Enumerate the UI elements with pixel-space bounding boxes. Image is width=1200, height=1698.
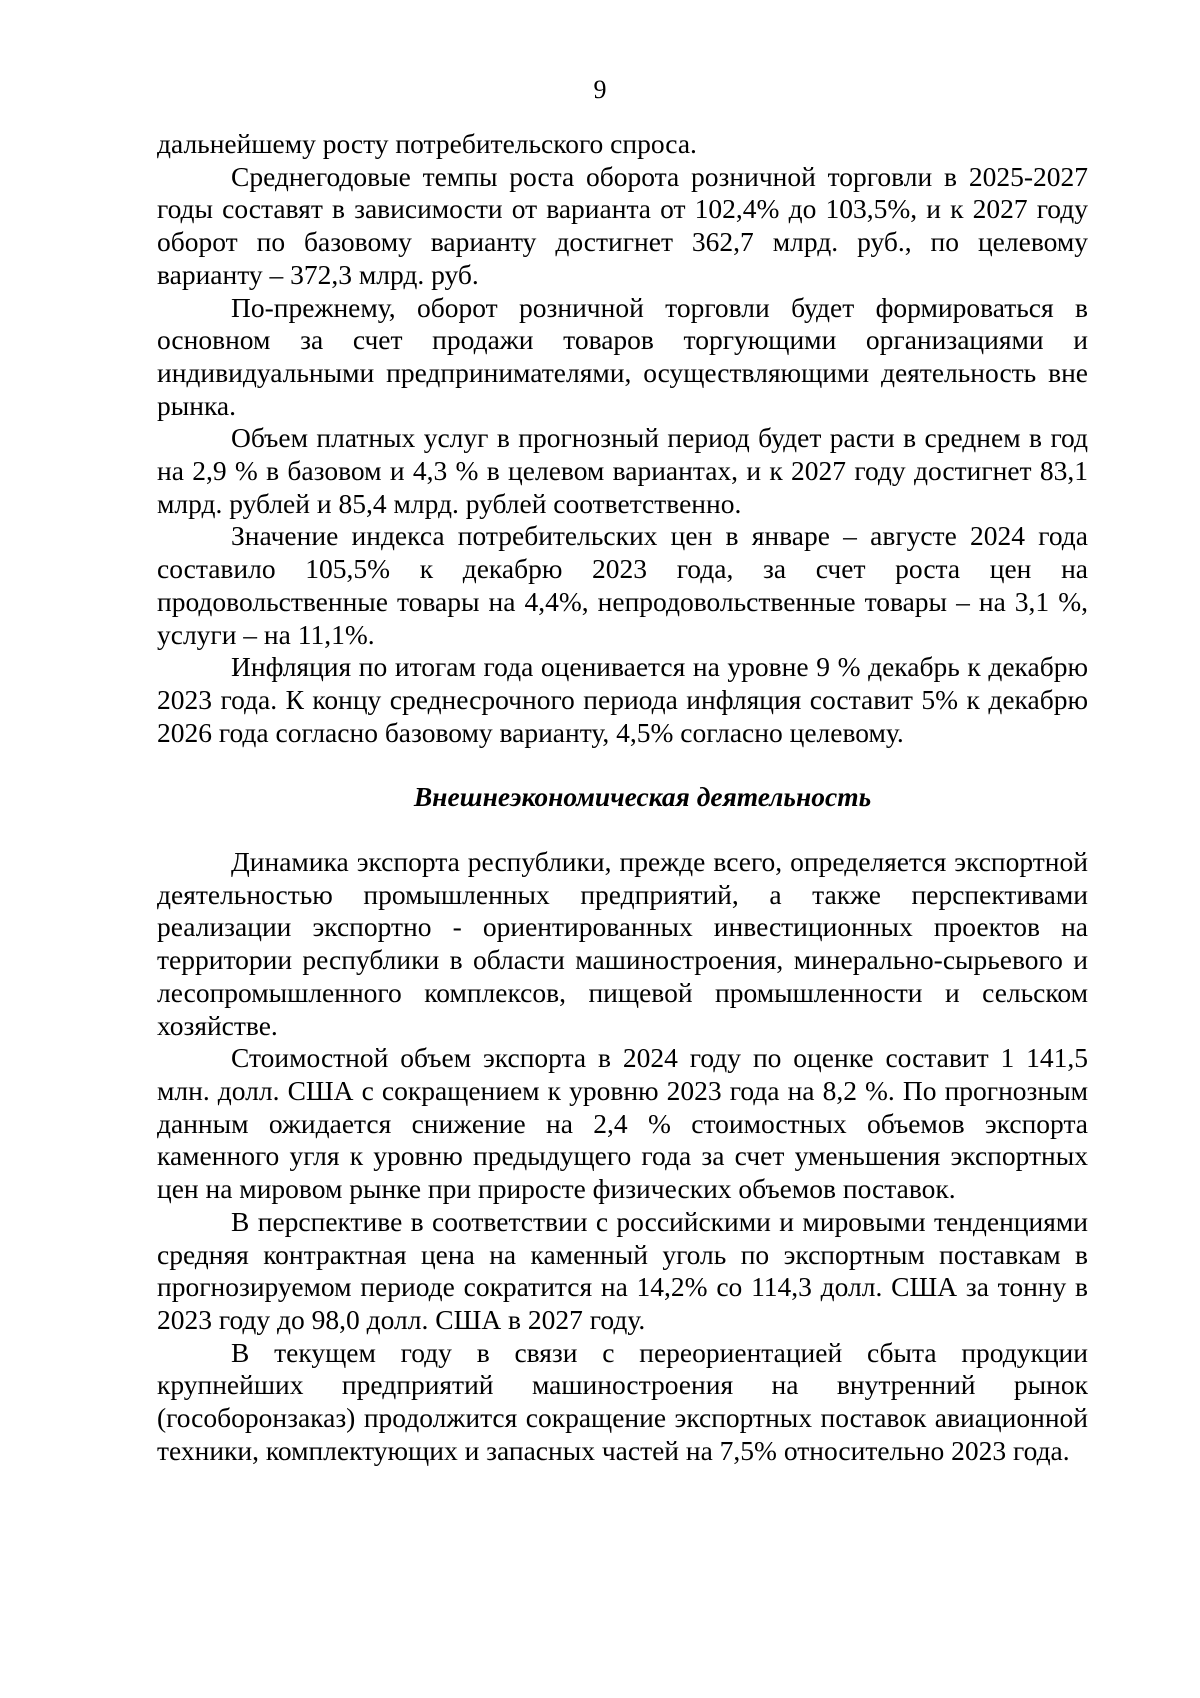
paragraph: Динамика экспорта республики, прежде всего, определяется экспортной деятельностью промышленных предприятий, а также перспективами реализации экспортно - ориентированных инвестиционных проектов на территории республики в области машиностроения, минерально-сырьевого и лесопромышленного комплексов, пищевой промышленности и сельском хозяйстве. <box>157 846 1088 1041</box>
paragraph: Среднегодовые темпы роста оборота розничной торговли в 2025-2027 годы составят в зависимости от варианта от 102,4% до 103,5%, и к 2027 году оборот по базовому варианту достигнет 362,7 млрд. руб., по целевому варианту – 372,3 млрд. руб. <box>157 160 1088 290</box>
paragraph: Инфляция по итогам года оценивается на уровне 9 % декабрь к декабрю 2023 года. К концу среднесрочного периода инфляция составит 5% к декабрю 2026 года согласно базовому варианту, 4,5% согласно целевому. <box>157 651 1088 748</box>
page-number: 9 <box>593 75 607 104</box>
heading-spacer <box>157 814 1088 846</box>
paragraph: В перспективе в соответствии с российскими и мировыми тенденциями средняя контрактная цена на каменный уголь по экспортным поставкам в прогнозируемом периоде сократится на 14,2% со 114,3 долл. США за тонну в 2023 году до 98,0 долл. США в 2027 году. <box>157 1205 1088 1335</box>
paragraph: В текущем году в связи с переориентацией сбыта продукции крупнейших предприятий машиностроения на внутренний рынок (гособоронзаказ) продолжится сокращение экспортных поставок авиационной техники, комплектующих и запасных частей на 7,5% относительно 2023 года. <box>157 1336 1088 1466</box>
section-heading: Внешнеэкономическая деятельность <box>413 781 872 813</box>
paragraph: Значение индекса потребительских цен в январе – августе 2024 года составило 105,5% к декабрю 2023 года, за счет роста цен на продовольственные товары на 4,4%, непродовольственные товары – на 3,1 %, услуги – на 11,1%. <box>157 520 1088 650</box>
document-body <box>157 128 1088 1467</box>
paragraph: По-прежнему, оборот розничной торговли будет формироваться в основном за счет продажи товаров торгующими организациями и индивидуальными предпринимателями, осуществляющими деятельность вне рынка. <box>157 291 1088 421</box>
paragraph: Стоимостной объем экспорта в 2024 году по оценке составит 1 141,5 млн. долл. США с сокращением к уровню 2023 года на 8,2 %. По прогнозным данным ожидается снижение на 2,4 % стоимостных объемов экспорта каменного угля к уровню предыдущего года за счет уменьшения экспортных цен на мировом рынке при приросте физических объемов поставок. <box>157 1042 1088 1205</box>
paragraph: дальнейшему росту потребительского спроса. <box>157 128 697 159</box>
paragraph: Объем платных услуг в прогнозный период будет расти в среднем в год на 2,9 % в базовом и 4,3 % в целевом вариантах, и к 2027 году достигнет 83,1 млрд. рублей и 85,4 млрд. рублей соответственно. <box>157 422 1088 519</box>
